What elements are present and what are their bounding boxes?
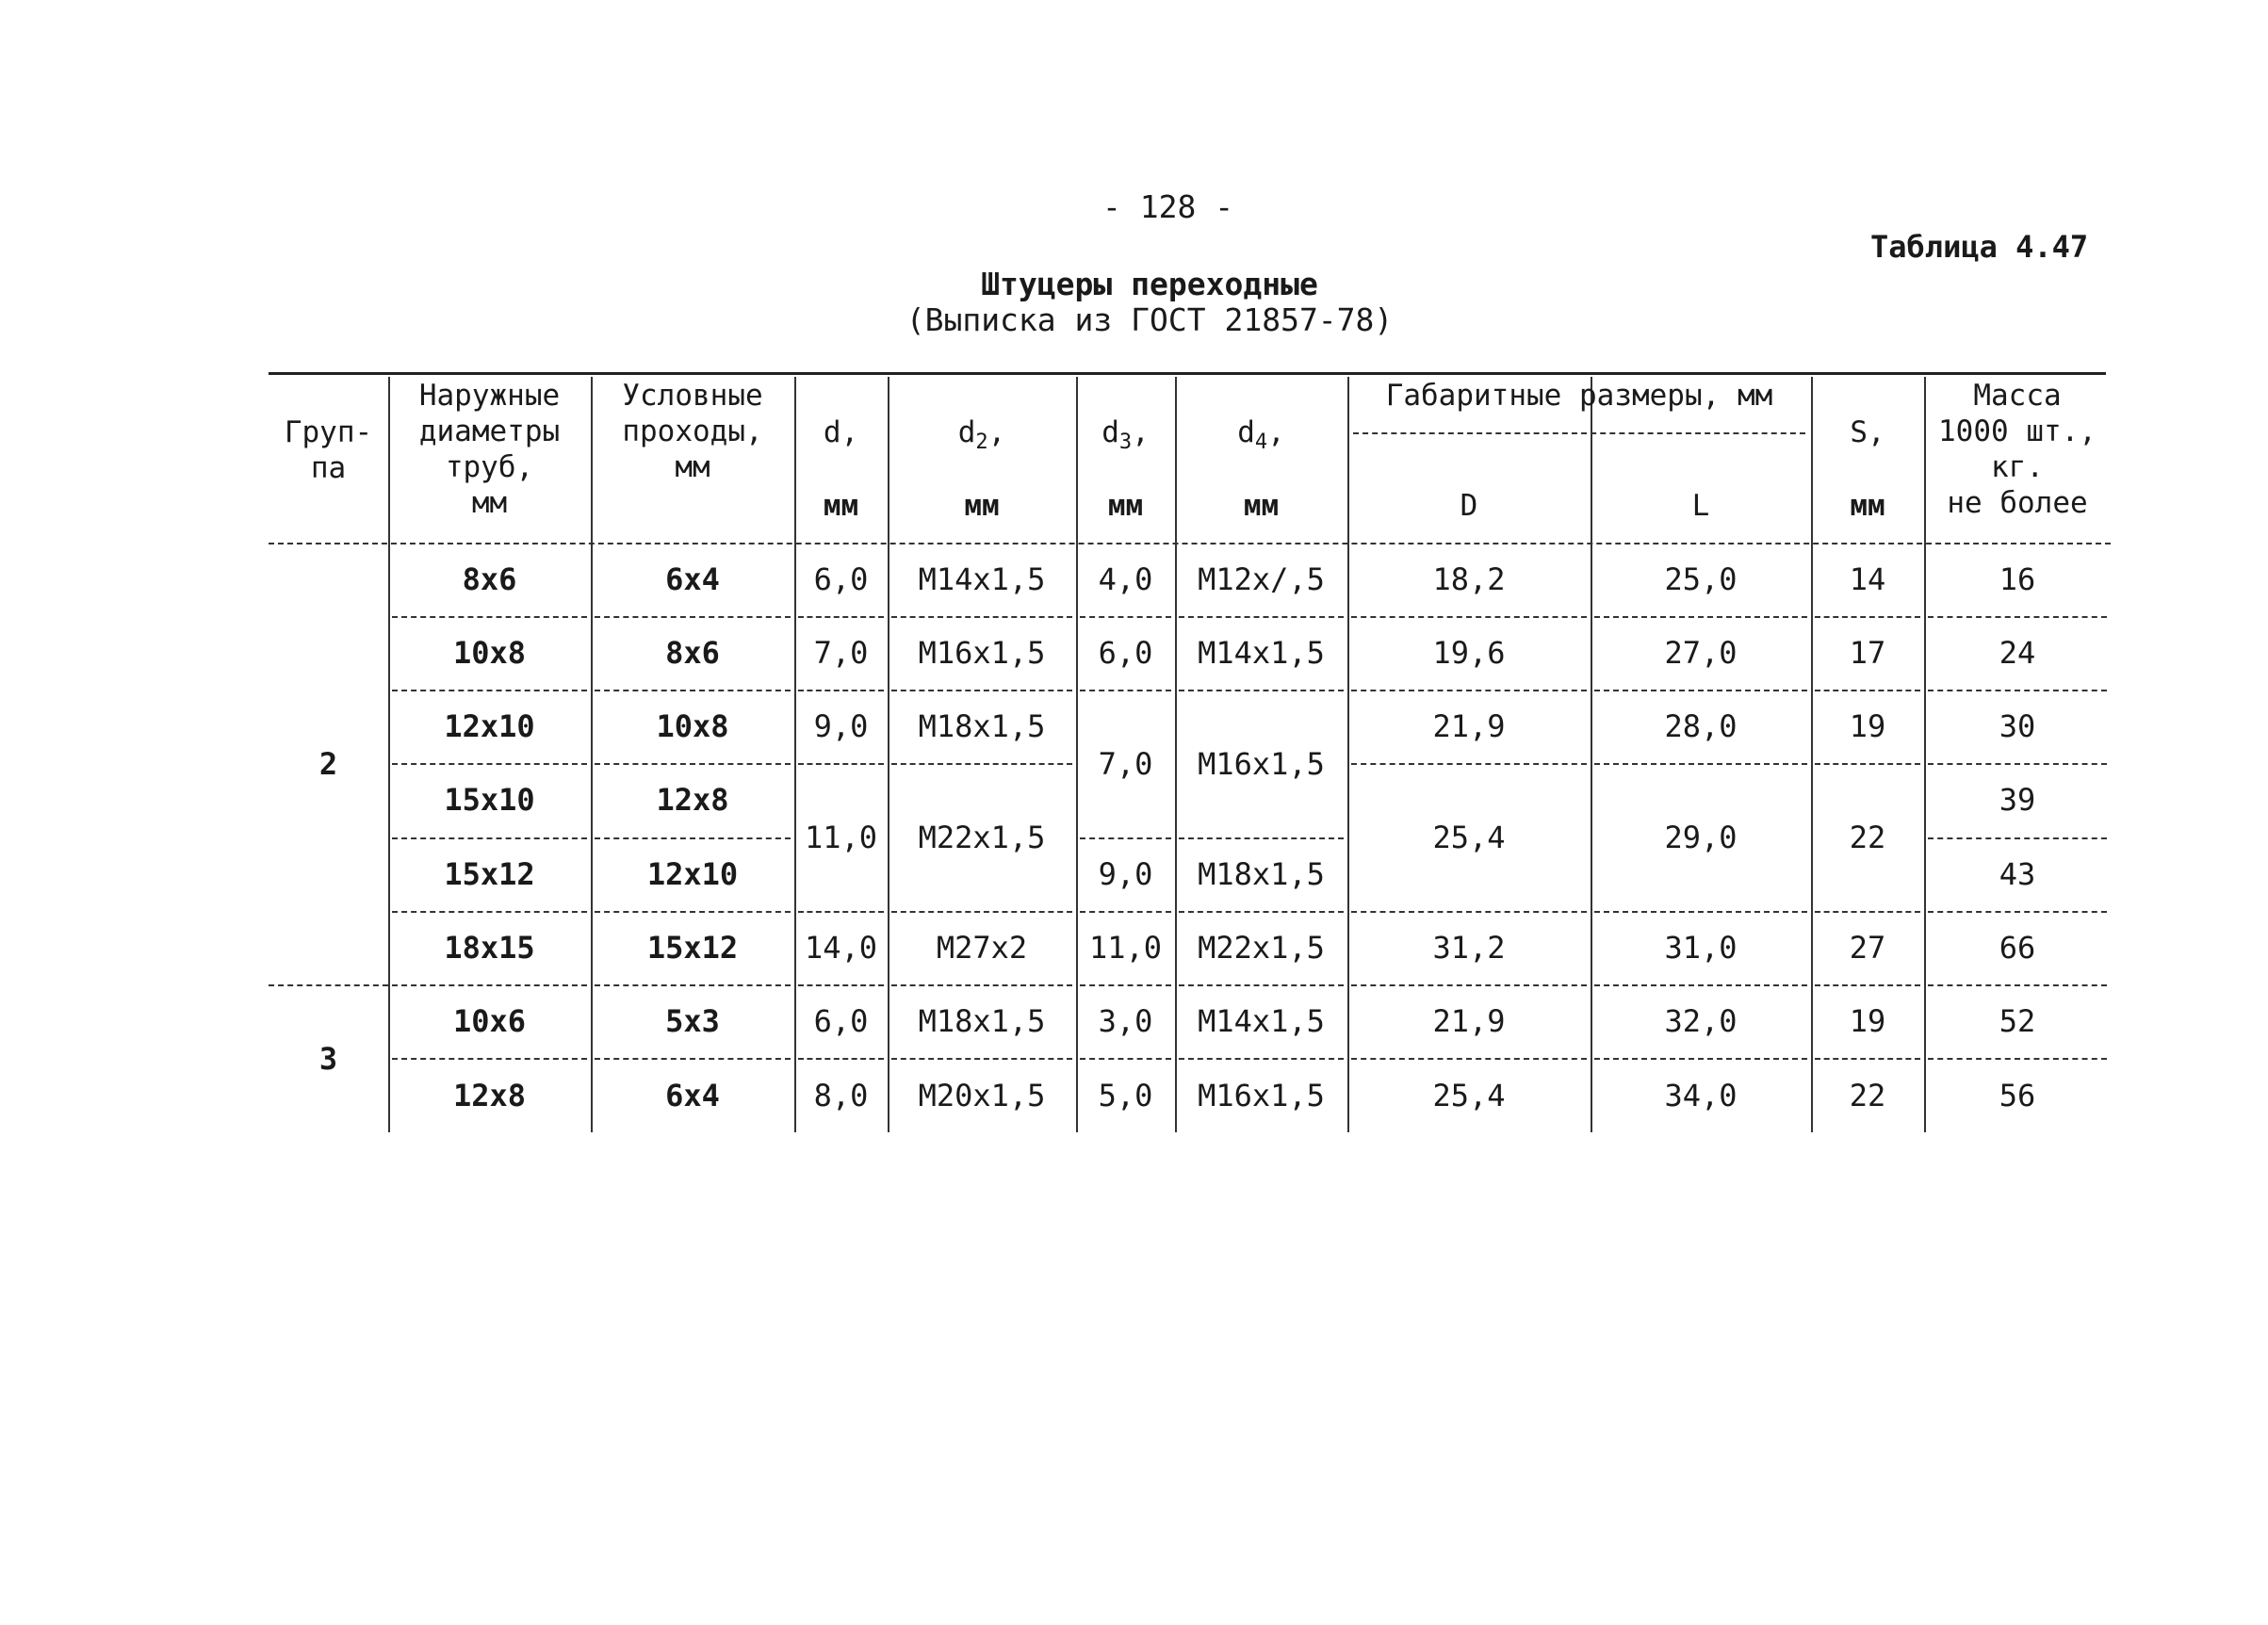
header-mass: Масса [1973,379,2062,413]
table-cell-S: 27 [1849,930,1886,966]
table-cell-d3: 7,0 [1098,745,1153,782]
row-separator [1594,984,1807,986]
group-separator [269,984,388,986]
row-separator [1594,690,1807,691]
table-cell-outer: 12x10 [444,708,535,744]
header-passage: проходы, [622,414,763,448]
row-separator [1179,911,1344,913]
row-separator [1179,984,1344,986]
header-d3-comma: , [1132,415,1150,449]
table-cell-passage: 6x4 [665,1078,720,1113]
table-cell-d: 11,0 [804,819,878,855]
header-d-unit: мм [823,489,859,523]
table-label: Таблица 4.47 [1870,229,2089,265]
row-separator [1351,690,1587,691]
row-separator [392,616,587,618]
table-cell-mass: 43 [1999,856,2036,892]
table-cell-D: 21,9 [1432,708,1506,744]
table-cell-outer: 18x15 [444,930,535,966]
table-cell-d: 9,0 [813,708,869,744]
row-separator [595,690,791,691]
header-d2-unit: мм [964,489,1000,523]
table-cell-d2: M16x1,5 [918,635,1046,671]
row-separator [392,1058,587,1060]
row-separator [392,837,587,839]
header-s-unit: мм [1850,489,1885,523]
table-top-rule [269,372,2106,375]
table-cell-L: 29,0 [1664,819,1738,855]
table-cell-S: 17 [1849,635,1886,671]
row-separator [595,763,791,765]
header-D: D [1460,489,1478,523]
row-separator [1928,690,2107,691]
row-separator [891,763,1072,765]
header-group: Груп- [284,415,373,449]
row-separator [891,1058,1072,1060]
table-cell-L: 31,0 [1664,930,1738,966]
table-cell-mass: 16 [1999,561,2036,597]
row-separator [1815,984,1920,986]
header-d2-letter: d [957,415,976,449]
row-separator [1179,1058,1344,1060]
table-title: Штуцеры переходные [981,266,1318,302]
table-cell-passage: 12x8 [656,782,729,818]
table-cell-D: 21,9 [1432,1003,1506,1039]
header-d2-subscript: 2 [975,431,988,455]
header-mass: кг. [1991,450,2044,484]
table-cell-d: 14,0 [804,930,878,966]
header-d3-subscript: 3 [1118,431,1133,455]
row-separator [1080,1058,1171,1060]
table-cell-d4: M16x1,5 [1198,745,1325,782]
row-separator [1179,690,1344,691]
table-cell-passage: 12x10 [646,856,739,892]
table-cell-L: 27,0 [1664,635,1738,671]
table-cell-d3: 6,0 [1098,635,1153,671]
header-d4 [1175,414,1347,461]
row-separator [1179,837,1344,839]
header-L: L [1691,489,1710,523]
row-separator [1351,616,1587,618]
table-cell-mass: 24 [1999,635,2036,671]
table-cell-S: 19 [1849,1003,1886,1039]
table-cell-d2: M18x1,5 [918,1003,1046,1039]
table-cell-D: 18,2 [1432,561,1506,597]
table-cell-passage: 6x4 [665,561,720,597]
row-separator [1928,837,2107,839]
row-separator [1594,763,1807,765]
table-cell-L: 34,0 [1664,1078,1738,1113]
row-separator [1351,911,1587,913]
table-cell-d2: M27x2 [936,930,1028,966]
header-d3-letter: d [1101,415,1119,449]
header-d-letter: d, [823,415,859,449]
table-cell-outer: 15x12 [444,856,535,892]
header-separator [269,543,2111,544]
header-outer-diameter: диаметры [418,414,561,448]
row-separator [1928,984,2107,986]
row-separator [1351,1058,1587,1060]
gabarit-separator [1353,432,1805,434]
table-cell-d3: 3,0 [1098,1003,1153,1039]
table-cell-outer: 10x8 [452,635,527,671]
row-separator [1815,1058,1920,1060]
row-separator [1080,616,1171,618]
table-cell-passage: 15x12 [646,930,739,966]
table-cell-D: 31,2 [1432,930,1506,966]
table-cell-d3: 5,0 [1098,1078,1153,1113]
row-separator [392,763,587,765]
table-cell-passage: 8x6 [665,635,720,671]
table-cell-d4: M14x1,5 [1198,635,1325,671]
header-group: па [310,451,347,485]
table-cell-d3: 9,0 [1098,856,1153,892]
row-separator [798,616,884,618]
row-separator [1179,616,1344,618]
header-mass: не более [1947,486,2088,520]
table-cell-mass: 52 [1999,1003,2036,1039]
table-cell-S: 22 [1849,1078,1886,1113]
row-separator [1351,763,1587,765]
row-separator [1815,616,1920,618]
row-separator [1928,911,2107,913]
row-separator [1928,763,2107,765]
header-outer-diameter: Наружные [418,379,561,413]
row-separator [1594,911,1807,913]
table-cell-D: 25,4 [1432,1078,1506,1113]
table-cell-d4: M16x1,5 [1198,1078,1325,1113]
header-d [794,414,888,450]
table-cell-outer: 10x6 [452,1003,527,1039]
row-separator [595,616,791,618]
row-separator [595,984,791,986]
header-d4-comma: , [1267,415,1285,449]
table-cell-d4: M18x1,5 [1198,856,1325,892]
header-mass: 1000 шт., [1938,414,2097,448]
header-d4-unit: мм [1243,489,1280,523]
row-separator [1351,984,1587,986]
table-cell-L: 32,0 [1664,1003,1738,1039]
table-cell-d2: M14x1,5 [918,561,1046,597]
table-cell-d4: M12x/,5 [1198,561,1325,597]
table-cell-S: 22 [1849,819,1886,855]
row-separator [1080,690,1171,691]
header-d2-comma: , [987,415,1006,449]
row-separator [595,1058,791,1060]
row-separator [595,837,791,839]
header-d3-unit: мм [1107,489,1144,523]
row-separator [1815,911,1920,913]
table-cell-d2: M20x1,5 [918,1078,1046,1113]
row-separator [392,984,587,986]
table-cell-mass: 30 [1999,708,2036,744]
header-d3 [1076,414,1175,461]
table-cell-d: 6,0 [813,1003,869,1039]
table-cell-d4: M22x1,5 [1198,930,1325,966]
table-cell-d3: 11,0 [1088,930,1163,966]
table-subtitle: (Выписка из ГОСТ 21857-78) [906,301,1394,338]
header-outer-diameter: труб, [445,450,534,484]
header-s [1811,414,1924,450]
table-cell-passage: 10x8 [656,708,729,744]
row-separator [798,1058,884,1060]
table-cell-mass: 66 [1999,930,2036,966]
row-separator [798,984,884,986]
group-label: 2 [318,745,338,782]
table-cell-S: 14 [1849,561,1886,597]
table-cell-outer: 15x10 [444,782,535,818]
page-number: - 128 - [1102,188,1234,225]
table-cell-outer: 12x8 [452,1078,527,1113]
table-cell-D: 19,6 [1432,635,1506,671]
row-separator [891,911,1072,913]
header-d4-subscript: 4 [1254,431,1268,455]
row-separator [891,984,1072,986]
row-separator [1594,1058,1807,1060]
header-passage: мм [675,450,710,484]
table-cell-D: 25,4 [1432,819,1506,855]
table-cell-d: 8,0 [813,1078,869,1113]
row-separator [891,690,1072,691]
row-separator [1815,763,1920,765]
table-cell-d: 7,0 [813,635,869,671]
row-separator [1594,616,1807,618]
header-d4-letter: d [1237,415,1255,449]
header-gabarit: Габаритные размеры, мм [1385,379,1773,413]
header-outer-diameter: мм [471,486,508,520]
table-cell-mass: 56 [1999,1078,2036,1113]
row-separator [1080,984,1171,986]
row-separator [798,911,884,913]
table-cell-d2: M22x1,5 [918,819,1046,855]
row-separator [1928,1058,2107,1060]
header-s-letter: S, [1850,415,1885,449]
table-cell-passage: 5x3 [665,1003,720,1039]
row-separator [891,616,1072,618]
row-separator [798,763,884,765]
header-d2 [888,414,1076,461]
header-passage: Условные [622,379,763,413]
table-cell-d4: M14x1,5 [1198,1003,1325,1039]
table-cell-outer: 8x6 [462,561,517,597]
row-separator [1928,616,2107,618]
row-separator [392,690,587,691]
row-separator [595,911,791,913]
row-separator [1815,690,1920,691]
table-cell-mass: 39 [1999,782,2036,818]
row-separator [1080,911,1171,913]
table-cell-S: 19 [1849,708,1886,744]
group-label: 3 [318,1040,338,1077]
row-separator [798,690,884,691]
row-separator [1080,837,1171,839]
row-separator [392,911,587,913]
table-cell-d2: M18x1,5 [918,708,1046,744]
table-cell-L: 25,0 [1664,561,1738,597]
table-cell-d3: 4,0 [1098,561,1153,597]
table-cell-L: 28,0 [1664,708,1738,744]
table-cell-d: 6,0 [813,561,869,597]
